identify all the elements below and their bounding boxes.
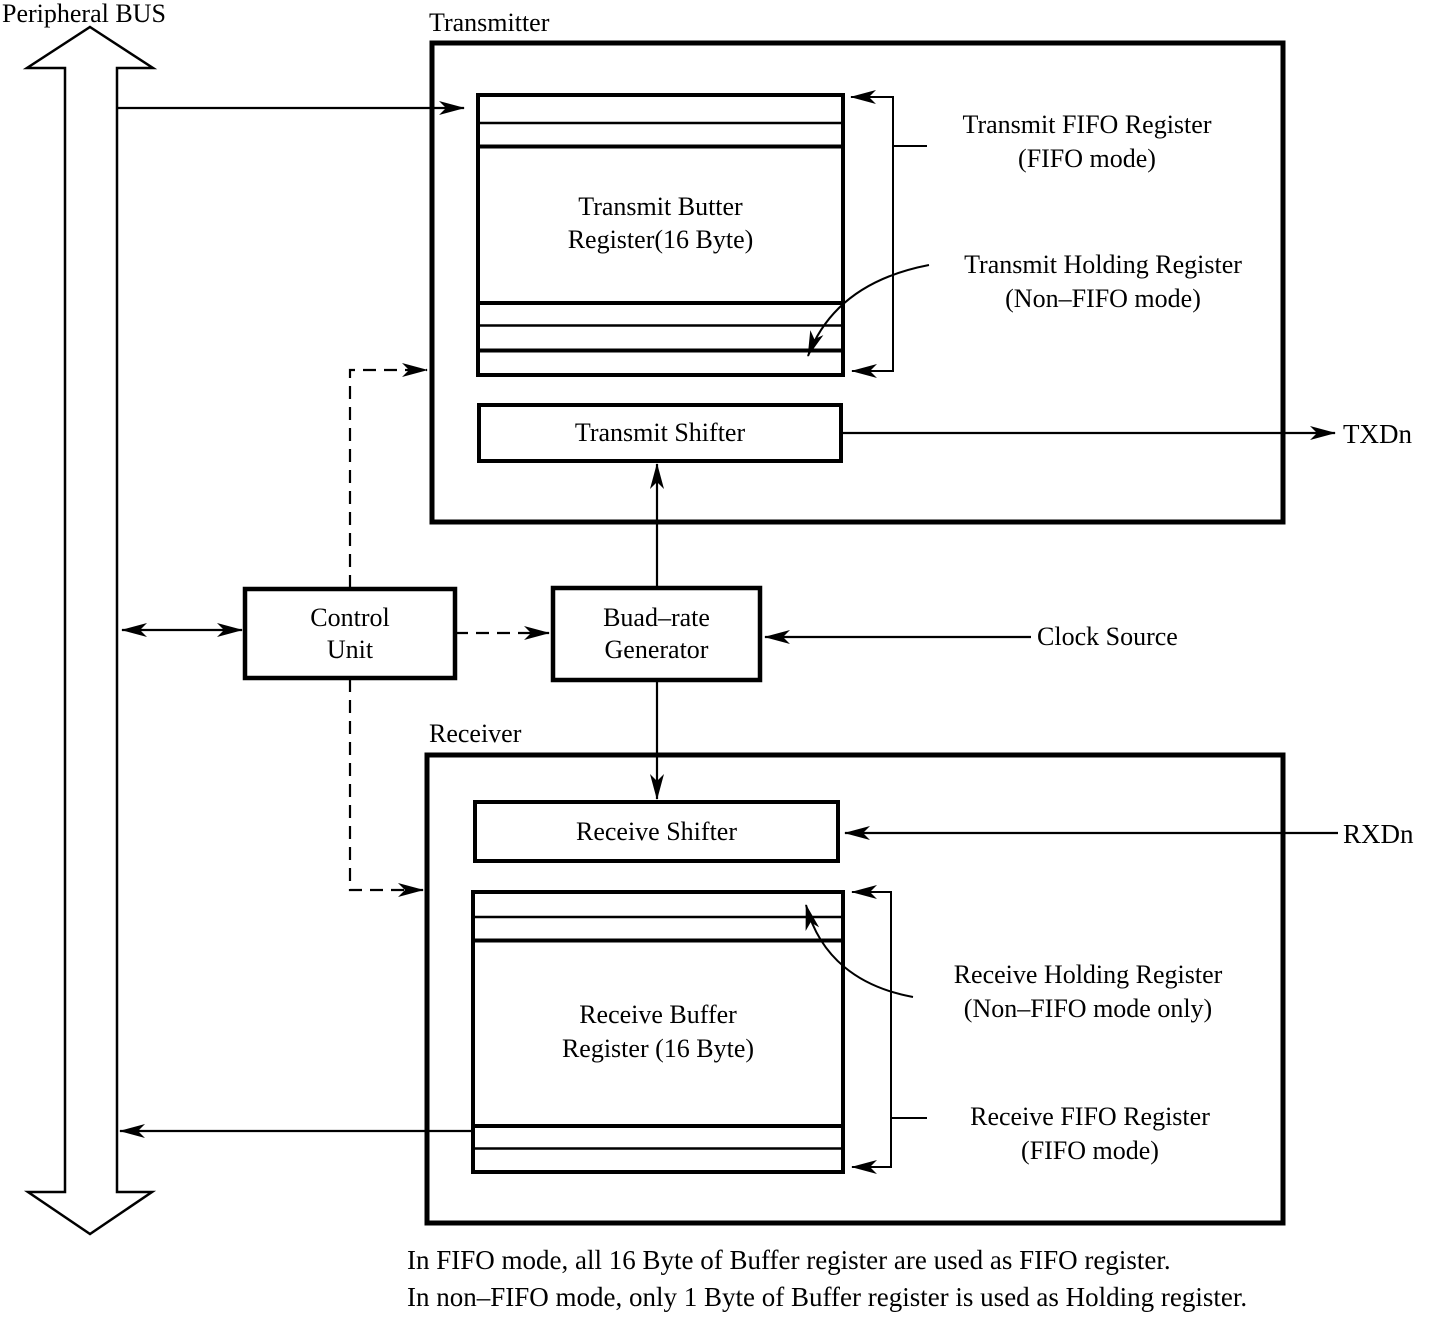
transmit-fifo-annotation-line1: Transmit FIFO Register	[962, 110, 1212, 139]
control-unit-line1: Control	[310, 602, 390, 632]
rxdn-pin-label: RXDn	[1343, 819, 1414, 849]
receive-shifter-text: Receive Shifter	[576, 816, 737, 846]
transmit-shifter-label	[479, 405, 841, 461]
transmit-holding-annotation	[928, 248, 1278, 316]
peripheral-bus-label: Peripheral BUS	[2, 0, 166, 28]
receive-holding-annotation-line1: Receive Holding Register	[953, 960, 1223, 989]
control-unit-label	[245, 589, 455, 678]
baud-rate-generator-line2: Generator	[604, 635, 709, 664]
transmit-holding-annotation-line2: (Non–FIFO mode)	[1005, 284, 1201, 313]
receive-buffer-register-line1: Receive Buffer	[579, 1000, 737, 1029]
receive-shifter-label	[475, 802, 838, 861]
receive-fifo-annotation-line2: (FIFO mode)	[1021, 1136, 1159, 1165]
control-to-receiver-dashed-line	[350, 679, 423, 890]
receive-buffer-register-line2: Register (16 Byte)	[561, 1034, 755, 1063]
receive-fifo-annotation-line1: Receive FIFO Register	[970, 1102, 1210, 1131]
control-unit-line2: Unit	[326, 634, 374, 664]
receive-holding-annotation-line2: (Non–FIFO mode only)	[963, 994, 1213, 1023]
receive-fifo-annotation	[925, 1100, 1255, 1168]
clock-source-label: Clock Source	[1037, 622, 1178, 651]
footnote-line1: In FIFO mode, all 16 Byte of Buffer register are used as FIFO register.	[407, 1245, 1171, 1275]
baud-rate-generator-line1: Buad–rate	[603, 603, 710, 632]
receiver-title: Receiver	[429, 719, 522, 748]
receive-holding-annotation	[913, 958, 1263, 1026]
transmit-shifter-text: Transmit Shifter	[574, 418, 746, 447]
control-to-transmitter-dashed-line	[350, 370, 427, 588]
footnote-line2: In non–FIFO mode, only 1 Byte of Buffer register is used as Holding register.	[407, 1282, 1248, 1312]
transmit-holding-annotation-line1: Transmit Holding Register	[964, 250, 1242, 279]
baud-rate-generator-label	[553, 588, 760, 680]
txdn-pin-label: TXDn	[1343, 419, 1412, 449]
footnote	[407, 1242, 1247, 1316]
receive-buffer-register-label	[473, 998, 843, 1066]
transmitter-title: Transmitter	[429, 8, 550, 37]
transmit-fifo-annotation-line2: (FIFO mode)	[1018, 144, 1156, 173]
transmit-buffer-register-line2: Register(16 Byte)	[567, 225, 754, 254]
transmit-buffer-register-line1: Transmit Butter	[578, 192, 743, 221]
transmit-buffer-register-label	[478, 190, 843, 256]
transmit-fifo-annotation	[922, 108, 1252, 176]
